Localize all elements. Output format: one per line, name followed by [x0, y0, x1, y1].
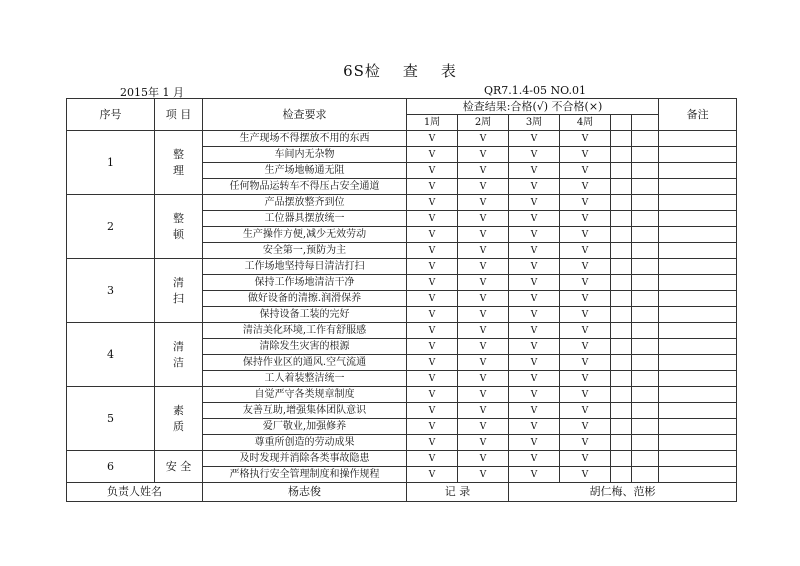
result-cell-week-6: [632, 371, 659, 387]
result-cell-week-4: V: [560, 451, 611, 467]
result-cell-week-1: V: [407, 131, 458, 147]
requirement-cell: 清洁美化环境,工作有舒服感: [203, 323, 407, 339]
result-cell-week-1: V: [407, 339, 458, 355]
result-cell-week-1: V: [407, 451, 458, 467]
section-number: 2: [67, 195, 155, 259]
result-cell-week-2: V: [458, 275, 509, 291]
result-cell-week-1: V: [407, 435, 458, 451]
result-cell-week-6: [632, 355, 659, 371]
remark-cell: [659, 467, 737, 483]
result-cell-week-6: [632, 323, 659, 339]
remark-cell: [659, 147, 737, 163]
header-seq: 序号: [67, 99, 155, 131]
result-cell-week-5: [611, 467, 632, 483]
result-cell-week-1: V: [407, 355, 458, 371]
section-number: 1: [67, 131, 155, 195]
requirement-cell: 任何物品运转车不得压占安全通道: [203, 179, 407, 195]
result-cell-week-4: V: [560, 419, 611, 435]
requirement-cell: 做好设备的清擦.润滑保养: [203, 291, 407, 307]
header-week-4: 4周: [560, 115, 611, 131]
result-cell-week-1: V: [407, 371, 458, 387]
result-cell-week-3: V: [509, 435, 560, 451]
result-cell-week-5: [611, 403, 632, 419]
result-cell-week-3: V: [509, 387, 560, 403]
result-cell-week-3: V: [509, 403, 560, 419]
result-cell-week-6: [632, 195, 659, 211]
result-cell-week-4: V: [560, 195, 611, 211]
remark-cell: [659, 275, 737, 291]
requirement-cell: 清除发生灾害的根源: [203, 339, 407, 355]
remark-cell: [659, 195, 737, 211]
result-cell-week-3: V: [509, 227, 560, 243]
result-cell-week-5: [611, 147, 632, 163]
result-cell-week-4: V: [560, 403, 611, 419]
result-cell-week-2: V: [458, 227, 509, 243]
remark-cell: [659, 291, 737, 307]
result-cell-week-5: [611, 131, 632, 147]
remark-cell: [659, 179, 737, 195]
result-cell-week-2: V: [458, 323, 509, 339]
result-cell-week-4: V: [560, 163, 611, 179]
result-cell-week-6: [632, 403, 659, 419]
result-cell-week-3: V: [509, 291, 560, 307]
remark-cell: [659, 451, 737, 467]
requirement-cell: 工人着装整洁统一: [203, 371, 407, 387]
result-cell-week-3: V: [509, 131, 560, 147]
requirement-cell: 自觉严守各类规章制度: [203, 387, 407, 403]
result-cell-week-2: V: [458, 291, 509, 307]
result-cell-week-4: V: [560, 243, 611, 259]
result-cell-week-4: V: [560, 307, 611, 323]
remark-cell: [659, 227, 737, 243]
result-cell-week-5: [611, 195, 632, 211]
result-cell-week-6: [632, 339, 659, 355]
section-item: 整 理: [155, 131, 203, 195]
result-cell-week-5: [611, 179, 632, 195]
remark-cell: [659, 211, 737, 227]
requirement-cell: 工位器具摆放统一: [203, 211, 407, 227]
result-cell-week-6: [632, 243, 659, 259]
remark-cell: [659, 355, 737, 371]
result-cell-week-1: V: [407, 195, 458, 211]
result-cell-week-5: [611, 307, 632, 323]
result-cell-week-3: V: [509, 275, 560, 291]
result-cell-week-2: V: [458, 339, 509, 355]
header-week-3: 3周: [509, 115, 560, 131]
result-cell-week-4: V: [560, 387, 611, 403]
remark-cell: [659, 371, 737, 387]
result-cell-week-2: V: [458, 259, 509, 275]
remark-cell: [659, 259, 737, 275]
requirement-cell: 爱厂敬业,加强修养: [203, 419, 407, 435]
result-cell-week-5: [611, 435, 632, 451]
result-cell-week-6: [632, 147, 659, 163]
section-number: 6: [67, 451, 155, 483]
table-row: [67, 387, 737, 403]
result-cell-week-1: V: [407, 147, 458, 163]
result-cell-week-2: V: [458, 435, 509, 451]
requirement-cell: 车间内无杂物: [203, 147, 407, 163]
section-number: 5: [67, 387, 155, 451]
requirement-cell: 工作场地坚持每日清洁打扫: [203, 259, 407, 275]
remark-cell: [659, 131, 737, 147]
result-cell-week-4: V: [560, 371, 611, 387]
result-cell-week-6: [632, 179, 659, 195]
result-cell-week-2: V: [458, 211, 509, 227]
requirement-cell: 保持工作场地清洁干净: [203, 275, 407, 291]
date-label: 2015年 1 月: [120, 86, 184, 99]
remark-cell: [659, 163, 737, 179]
requirement-cell: 生产现场不得摆放不用的东西: [203, 131, 407, 147]
result-cell-week-5: [611, 291, 632, 307]
result-cell-week-2: V: [458, 467, 509, 483]
result-cell-week-6: [632, 467, 659, 483]
result-cell-week-4: V: [560, 147, 611, 163]
result-cell-week-4: V: [560, 179, 611, 195]
remark-cell: [659, 419, 737, 435]
inspection-table: [66, 98, 737, 502]
remark-cell: [659, 387, 737, 403]
requirement-cell: 友善互助,增强集体团队意识: [203, 403, 407, 419]
result-cell-week-3: V: [509, 211, 560, 227]
remark-cell: [659, 403, 737, 419]
result-cell-week-6: [632, 451, 659, 467]
header-requirement: 检查要求: [203, 99, 407, 131]
title-part-1: 6S检: [343, 62, 381, 80]
result-cell-week-3: V: [509, 339, 560, 355]
header-week-2: 2周: [458, 115, 509, 131]
result-cell-week-6: [632, 387, 659, 403]
result-cell-week-4: V: [560, 259, 611, 275]
result-cell-week-2: V: [458, 403, 509, 419]
result-cell-week-6: [632, 259, 659, 275]
result-cell-week-2: V: [458, 195, 509, 211]
result-cell-week-3: V: [509, 371, 560, 387]
section-item: 素 质: [155, 387, 203, 451]
title-part-2: 查: [402, 62, 419, 80]
result-cell-week-1: V: [407, 259, 458, 275]
result-cell-week-3: V: [509, 467, 560, 483]
result-cell-week-2: V: [458, 355, 509, 371]
requirement-cell: 生产场地畅通无阻: [203, 163, 407, 179]
result-cell-week-5: [611, 419, 632, 435]
result-cell-week-2: V: [458, 419, 509, 435]
result-cell-week-5: [611, 259, 632, 275]
result-cell-week-2: V: [458, 307, 509, 323]
requirement-cell: 保持作业区的通风.空气流通: [203, 355, 407, 371]
result-cell-week-3: V: [509, 195, 560, 211]
result-cell-week-6: [632, 291, 659, 307]
requirement-cell: 保持设备工装的完好: [203, 307, 407, 323]
requirement-cell: 生产操作方便,减少无效劳动: [203, 227, 407, 243]
record-names: 胡仁梅、范彬: [509, 483, 737, 502]
section-item: 清 扫: [155, 259, 203, 323]
section-number: 4: [67, 323, 155, 387]
result-cell-week-5: [611, 323, 632, 339]
table-row: [67, 259, 737, 275]
table-row: [67, 451, 737, 467]
result-cell-week-4: V: [560, 467, 611, 483]
header-item: 项 目: [155, 99, 203, 131]
responsible-name: 杨志俊: [203, 483, 407, 502]
result-cell-week-2: V: [458, 243, 509, 259]
result-cell-week-2: V: [458, 371, 509, 387]
requirement-cell: 严格执行安全管理制度和操作规程: [203, 467, 407, 483]
result-cell-week-5: [611, 163, 632, 179]
result-cell-week-3: V: [509, 451, 560, 467]
result-cell-week-6: [632, 307, 659, 323]
header-remark: 备注: [659, 99, 737, 131]
section-item: 安 全: [155, 451, 203, 483]
result-cell-week-4: V: [560, 339, 611, 355]
result-cell-week-4: V: [560, 323, 611, 339]
result-cell-week-3: V: [509, 147, 560, 163]
remark-cell: [659, 243, 737, 259]
result-cell-week-3: V: [509, 355, 560, 371]
result-cell-week-5: [611, 339, 632, 355]
record-label: 记 录: [407, 483, 509, 502]
result-cell-week-2: V: [458, 163, 509, 179]
table-row: [67, 195, 737, 211]
result-cell-week-3: V: [509, 307, 560, 323]
result-cell-week-1: V: [407, 467, 458, 483]
result-cell-week-1: V: [407, 275, 458, 291]
result-cell-week-5: [611, 211, 632, 227]
result-cell-week-5: [611, 387, 632, 403]
requirement-cell: 产品摆放整齐到位: [203, 195, 407, 211]
result-cell-week-4: V: [560, 355, 611, 371]
result-cell-week-3: V: [509, 179, 560, 195]
result-cell-week-3: V: [509, 243, 560, 259]
header-week-5: [611, 115, 632, 131]
result-cell-week-4: V: [560, 131, 611, 147]
result-cell-week-1: V: [407, 403, 458, 419]
page-title: [0, 60, 800, 81]
result-cell-week-4: V: [560, 275, 611, 291]
result-cell-week-1: V: [407, 227, 458, 243]
requirement-cell: 尊重所创造的劳动成果: [203, 435, 407, 451]
header-week-1: 1周: [407, 115, 458, 131]
remark-cell: [659, 339, 737, 355]
result-cell-week-1: V: [407, 291, 458, 307]
result-cell-week-3: V: [509, 323, 560, 339]
remark-cell: [659, 307, 737, 323]
result-cell-week-2: V: [458, 179, 509, 195]
section-number: 3: [67, 259, 155, 323]
result-cell-week-1: V: [407, 179, 458, 195]
result-cell-week-5: [611, 275, 632, 291]
result-cell-week-1: V: [407, 307, 458, 323]
remark-cell: [659, 435, 737, 451]
result-cell-week-5: [611, 355, 632, 371]
result-cell-week-2: V: [458, 387, 509, 403]
requirement-cell: 及时发现并消除各类事故隐患: [203, 451, 407, 467]
result-cell-week-6: [632, 227, 659, 243]
section-item: 整 顿: [155, 195, 203, 259]
title-part-3: 表: [440, 62, 457, 80]
result-cell-week-6: [632, 131, 659, 147]
result-cell-week-1: V: [407, 323, 458, 339]
result-cell-week-6: [632, 211, 659, 227]
result-cell-week-4: V: [560, 435, 611, 451]
result-cell-week-3: V: [509, 259, 560, 275]
result-cell-week-1: V: [407, 387, 458, 403]
result-cell-week-5: [611, 371, 632, 387]
header-week-6: [632, 115, 659, 131]
result-cell-week-3: V: [509, 419, 560, 435]
result-cell-week-1: V: [407, 419, 458, 435]
result-cell-week-6: [632, 419, 659, 435]
result-cell-week-1: V: [407, 243, 458, 259]
result-cell-week-2: V: [458, 131, 509, 147]
result-cell-week-6: [632, 275, 659, 291]
section-item: 清 洁: [155, 323, 203, 387]
result-cell-week-2: V: [458, 451, 509, 467]
responsible-label: 负责人姓名: [67, 483, 203, 502]
result-cell-week-6: [632, 163, 659, 179]
result-cell-week-6: [632, 435, 659, 451]
result-cell-week-4: V: [560, 227, 611, 243]
table-row: [67, 131, 737, 147]
result-cell-week-5: [611, 243, 632, 259]
requirement-cell: 安全第一,预防为主: [203, 243, 407, 259]
result-cell-week-1: V: [407, 211, 458, 227]
document-number: QR7.1.4-05 NO.01: [484, 84, 586, 97]
remark-cell: [659, 323, 737, 339]
result-cell-week-4: V: [560, 211, 611, 227]
result-cell-week-1: V: [407, 163, 458, 179]
result-cell-week-4: V: [560, 291, 611, 307]
result-cell-week-2: V: [458, 147, 509, 163]
result-cell-week-5: [611, 451, 632, 467]
result-cell-week-3: V: [509, 163, 560, 179]
table-row: [67, 323, 737, 339]
header-result: 检查结果:合格(√) 不合格(×): [407, 99, 659, 115]
result-cell-week-5: [611, 227, 632, 243]
